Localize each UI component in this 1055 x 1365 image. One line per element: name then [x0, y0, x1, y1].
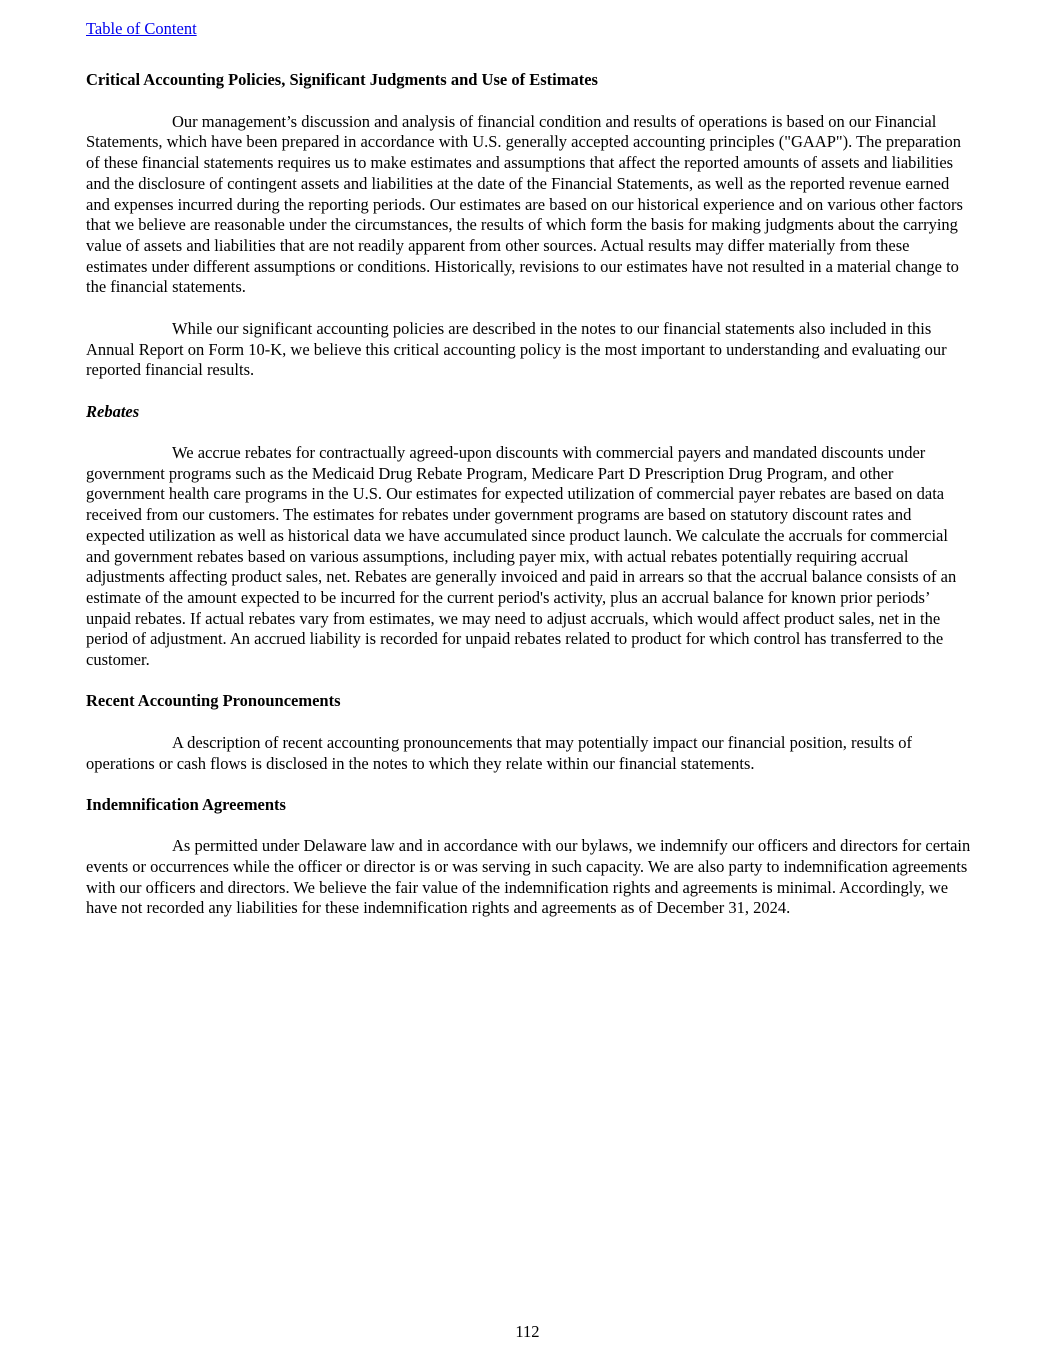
table-of-content-link[interactable]: Table of Content [86, 19, 197, 38]
spacer [86, 381, 971, 402]
page-number: 112 [515, 1322, 540, 1341]
critical-accounting-heading: Critical Accounting Policies, Significant Judgments and Use of Estimates [86, 70, 598, 90]
spacer [86, 774, 971, 795]
recent-pronouncements-paragraph: A description of recent accounting pronouncements that may potentially impact our financial position, results of operations or cash flows is disclosed in the notes to which they relate within our financial statements. [86, 732, 913, 773]
recent-pronouncements-heading: Recent Accounting Pronouncements [86, 691, 341, 711]
spacer [86, 40, 971, 61]
spacer [86, 671, 971, 692]
indemnification-paragraph: As permitted under Delaware law and in accordance with our bylaws, we indemnify our officers and directors for certain events or occurrences while the officer or director is or was serving in such capacity. We are also party to indemnification agreements with our officers and directors. We believe the fair value of the indemnification rights and agreements is minimal. Accordingly, we have not recorded any liabilities for these indemnification rights and agreements as of December 31, 2024. [86, 836, 971, 918]
spacer [86, 712, 971, 733]
critical-accounting-paragraph-2: While our significant accounting policies are described in the notes to our financial statements also included in this Annual Report on Form 10-K, we believe this critical accounting policy is the most important to understanding and evaluating our reported financial results. [86, 318, 947, 380]
rebates-heading: Rebates [86, 401, 140, 421]
rebates-paragraph: We accrue rebates for contractually agreed-upon discounts with commercial payers and mandated discounts under government programs such as the Medicaid Drug Rebate Program, Medicare Part D Prescription Drug Program, and other government health care programs in the U.S. Our estimates for expected utilization of commercial payer rebates are based on data received from our customers. The estimates for rebates under government programs are based on statutory discount rates and expected utilization as well as historical data we have accumulated since product launch. We calculate the accruals for commercial and government rebates based on various assumptions, including payer mix, with actual rebates potentially requiring accrual adjustments affecting product sales, net. Rebates are generally invoiced and paid in arrears so that the accrual balance consists of an estimate of the amount expected to be incurred for the current period's activity, plus an accrual balance for known prior periods’ unpaid rebates. If actual rebates vary from estimates, we may need to adjust accruals, which would affect product sales, net in the period of adjustment. An accrued liability is recorded for unpaid rebates related to product for which control has transferred to the customer. [86, 442, 957, 670]
spacer [86, 816, 971, 837]
spacer [86, 60, 971, 70]
indemnification-heading: Indemnification Agreements [86, 794, 286, 814]
spacer [86, 91, 971, 112]
document-page [86, 19, 971, 919]
critical-accounting-paragraph-1: Our management’s discussion and analysis of financial condition and results of operations is based on our Financial Statements, which have been prepared in accordance with U.S. generally accepted accounting principles ("GAAP"). The preparation of these financial statements requires us to make estimates and assumptions that affect the reported amounts of assets and liabilities and the disclosure of contingent assets and liabilities at the date of the Financial Statements, as well as the reported revenue earned and expenses incurred during the reporting periods. Our estimates are based on our historical experience and on various other factors that we believe are reasonable under the circumstances, the results of which form the basis for making judgments about the carrying value of assets and liabilities that are not readily apparent from other sources. Actual results may differ materially from these estimates under different assumptions or conditions. Historically, revisions to our estimates have not resulted in a material change to the financial statements. [86, 111, 963, 297]
spacer [86, 298, 971, 319]
spacer [86, 422, 971, 443]
